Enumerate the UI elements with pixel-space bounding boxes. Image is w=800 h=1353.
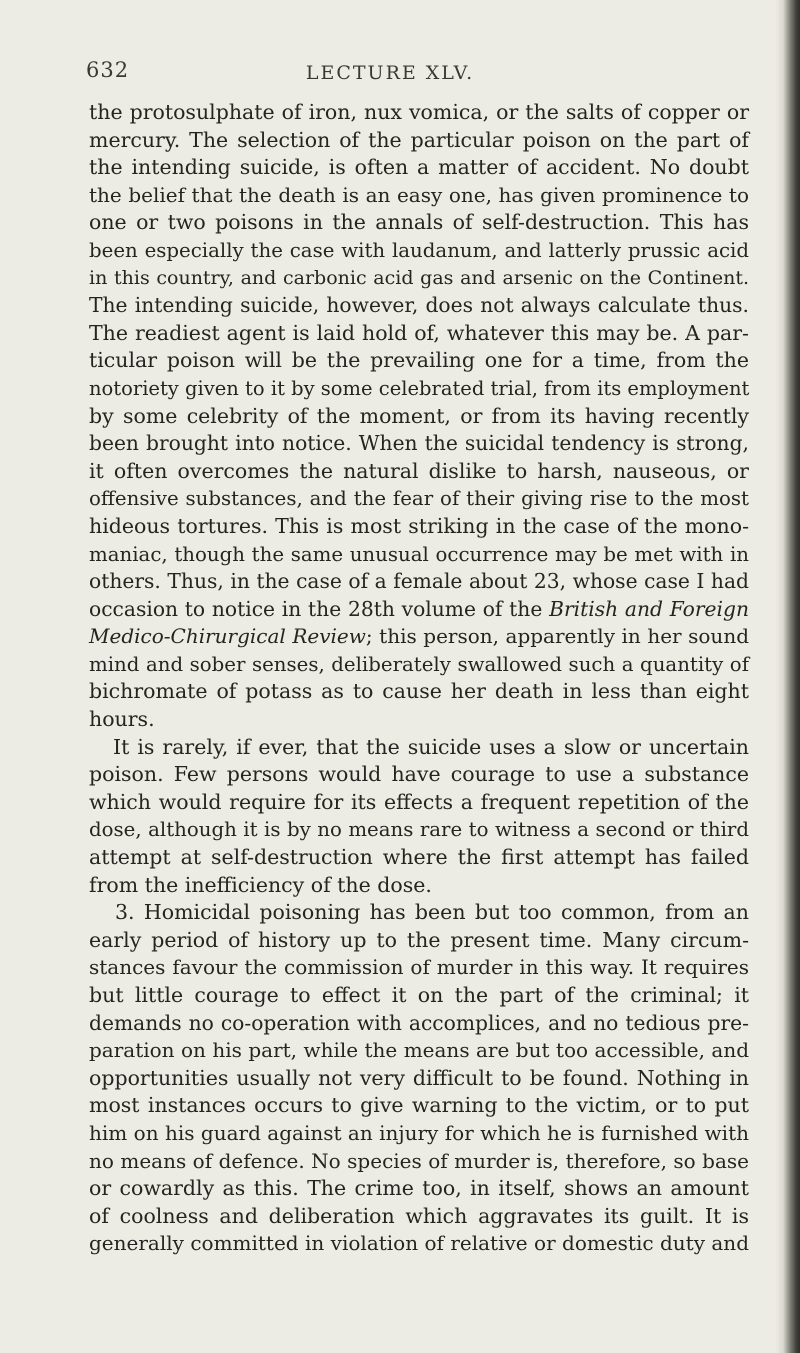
page-header (0, 58, 780, 88)
text-line: demands no co-operation with accomplices, and no tedious pre- (89, 1010, 749, 1035)
running-title: LECTURE XLV. (305, 62, 475, 84)
paragraph-start: It is rarely, if ever, that the suicide uses a slow or uncertain (113, 734, 749, 759)
journal-title-part-2: Medico-Chirurgical Review (89, 624, 366, 649)
text-line: by some celebrity of the moment, or from its having recently (89, 403, 749, 428)
text-line: the intending suicide, is often a matter of accident. No doubt (89, 155, 749, 180)
text-line: notoriety given to it by some celebrated trial, from its employment (89, 376, 750, 400)
text-line: from the inefficiency of the dose. (89, 872, 432, 897)
text-line: been especially the case with laudanum, and latterly prussic acid (89, 238, 749, 262)
text-line: no means of defence. No species of murder is, therefore, so base (89, 1148, 749, 1173)
text-line: the protosulphate of iron, nux vomica, or the salts of copper or (89, 100, 749, 124)
page-edge-shadow (776, 0, 800, 1353)
text-line: ticular poison will be the prevailing one for a time, from the (89, 348, 749, 373)
journal-title-part-1: British and Foreign (549, 596, 749, 621)
text-line: mind and sober senses, deliberately swallowed such a quantity of (89, 652, 749, 676)
citation-suffix: ; this person, apparently in her sound (365, 624, 749, 649)
text-line: poison. Few persons would have courage to use a substance (89, 762, 749, 787)
text-line: hours. (89, 707, 155, 732)
page-number: 632 (86, 58, 130, 82)
text-line: paration on his part, while the means are but too accessible, and (89, 1038, 749, 1063)
text-line: maniac, though the same unusual occurrence may be met with in (89, 542, 749, 566)
text-line: hideous tortures. This is most striking in the case of the mono- (89, 513, 749, 538)
citation-prefix: occasion to notice in the 28th volume of the (89, 596, 550, 621)
text-line: but little courage to effect it on the part of the criminal; it (89, 983, 749, 1007)
text-line: the belief that the death is an easy one, has given prominence to (89, 182, 749, 207)
text-line: which would require for its effects a frequent repetition of the (89, 789, 749, 814)
text-line: offensive substances, and the fear of their giving rise to the most (89, 487, 749, 511)
text-line-citation (89, 596, 749, 624)
text-line: stances favour the commission of murder in this way. It requires (89, 955, 749, 980)
text-line: most instances occurs to give warning to the victim, or to put (89, 1093, 749, 1118)
text-line: bichromate of potass as to cause her death in less than eight (89, 679, 749, 704)
text-line: mercury. The selection of the particular poison on the part of (89, 127, 749, 152)
text-line: The intending suicide, however, does not always calculate thus. (89, 293, 749, 318)
text-line: opportunities usually not very difficult to be found. Nothing in (89, 1065, 749, 1090)
text-line: The readiest agent is laid hold of, whatever this may be. A par- (89, 320, 749, 345)
body-text (89, 99, 749, 1258)
text-line-citation (89, 623, 749, 651)
text-line: others. Thus, in the case of a female about 23, whose case I had (89, 569, 749, 594)
text-line: attempt at self-destruction where the first attempt has failed (89, 845, 749, 870)
text-line: it often overcomes the natural dislike to harsh, nauseous, or (89, 458, 749, 483)
text-line: generally committed in violation of relative or domestic duty and (89, 1231, 749, 1256)
text-line: in this country, and carbonic acid gas and arsenic on the Continent. (89, 266, 749, 289)
text-line: been brought into notice. When the suicidal tendency is strong, (89, 431, 749, 456)
text-line: one or two poisons in the annals of self-destruction. This has (89, 210, 749, 235)
text-line: of coolness and deliberation which aggravates its guilt. It is (89, 1203, 749, 1228)
section-3-start: 3. Homicidal poisoning has been but too common, from an (115, 900, 749, 925)
text-line: him on his guard against an injury for which he is furnished with (89, 1120, 749, 1145)
text-line: or cowardly as this. The crime too, in itself, shows an amount (89, 1176, 749, 1201)
text-line: dose, although it is by no means rare to witness a second or third (89, 818, 749, 842)
text-line: early period of history up to the present time. Many circum- (89, 927, 749, 952)
